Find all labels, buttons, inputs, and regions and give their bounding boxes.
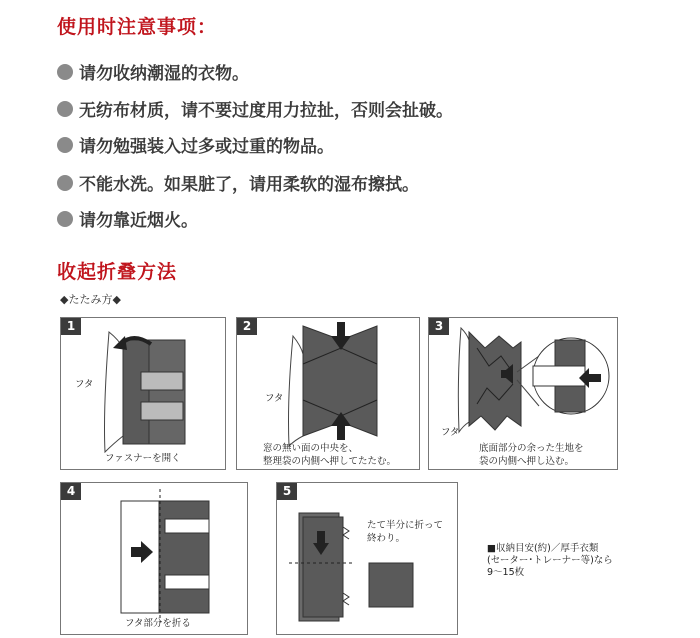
step-2-caption-line1: 窓の無い面の中央を、 [263, 443, 359, 454]
storage-note-line1: ■収納目安(約)／厚手衣類 [487, 543, 599, 554]
fold-title: 收起折叠方法 [57, 261, 178, 283]
step-4-caption: フタ部分を折る [125, 618, 191, 629]
fold-subtitle: ◆たたみ方◆ [60, 293, 121, 306]
lid-label: フタ [75, 379, 94, 390]
note-item: 请勿靠近烟火。 [57, 206, 198, 231]
note-item: 不能水洗。如果脏了，请用柔软的湿布擦拭。 [57, 170, 419, 195]
step-number: 5 [277, 483, 297, 500]
step-number: 2 [237, 318, 257, 335]
step-1-panel [60, 317, 226, 470]
step-5-caption-line2: 終わり。 [367, 533, 406, 544]
storage-note-line2: (セーター･トレーナー等)なら [487, 555, 613, 566]
bullet-icon [57, 137, 73, 153]
note-item: 请勿勉强装入过多或过重的物品。 [57, 132, 334, 157]
bullet-icon [57, 101, 73, 117]
storage-note-line3: 9～15枚 [487, 567, 525, 578]
step-2-caption-line2: 整理袋の内側へ押してたたむ。 [263, 456, 397, 467]
step-number: 1 [61, 318, 81, 335]
note-item: 请勿收纳潮湿的衣物。 [57, 59, 249, 84]
step-5-illustration [277, 483, 457, 634]
step-3-panel [428, 317, 618, 470]
bullet-icon [57, 211, 73, 227]
lid-label: フタ [265, 393, 284, 404]
step-5-caption-line1: たて半分に折って [367, 520, 444, 531]
note-item: 无纺布材质，请不要过度用力拉扯，否则会扯破。 [57, 96, 453, 121]
step-2-panel [236, 317, 420, 470]
step-4-illustration [61, 483, 247, 634]
step-4-panel [60, 482, 248, 635]
step-3-caption-line2: 袋の内側へ押し込む。 [479, 456, 575, 467]
storage-note [487, 543, 613, 579]
lid-label: フタ [441, 427, 460, 438]
step-3-caption-line1: 底面部分の余った生地を [479, 443, 584, 454]
step-1-illustration [61, 318, 225, 469]
usage-title: 使用时注意事项： [57, 16, 218, 38]
step-number: 4 [61, 483, 81, 500]
step-5-panel [276, 482, 458, 635]
step-1-caption: ファスナーを開く [105, 453, 181, 464]
bullet-icon [57, 175, 73, 191]
bullet-icon [57, 64, 73, 80]
step-number: 3 [429, 318, 449, 335]
